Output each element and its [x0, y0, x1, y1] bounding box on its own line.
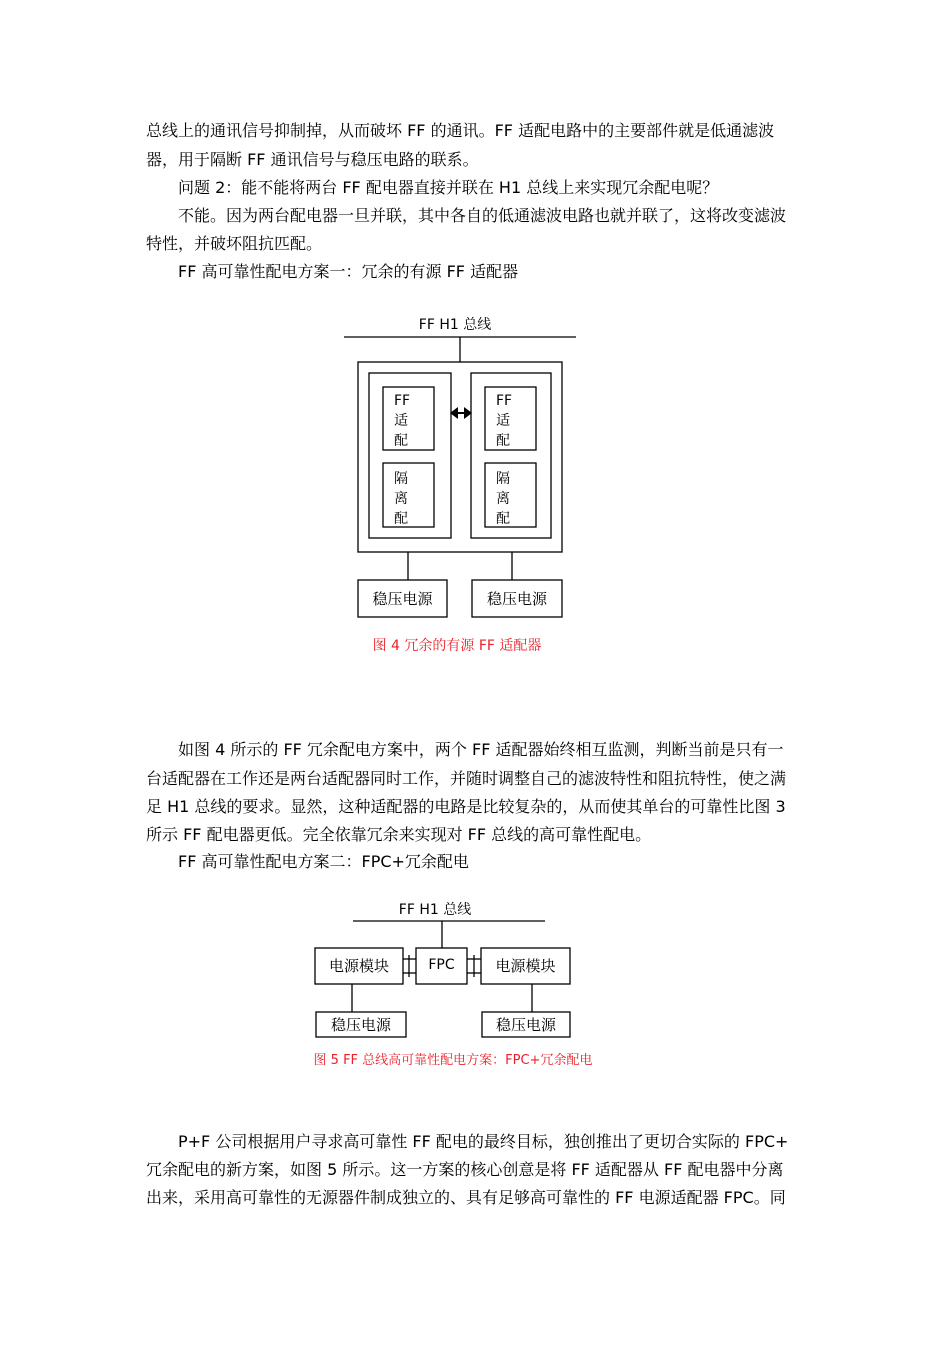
- power-module-label: 电源模块: [495, 957, 556, 975]
- paragraph-line: P+F 公司根据用户寻求高可靠性 FF 配电的最终目标，独创推出了更切合实际的 FPC+: [178, 1132, 789, 1151]
- isolator-label: 隔: [394, 471, 408, 487]
- double-arrow-icon: [450, 407, 472, 419]
- section-heading: FF 高可靠性配电方案一：冗余的有源 FF 适配器: [178, 262, 519, 281]
- paragraph-line: 总线上的通讯信号抑制掉，从而破坏 FF 的通讯。FF 适配电路中的主要部件就是低通滤波: [146, 121, 775, 140]
- isolator-label: 配: [496, 511, 510, 527]
- paragraph-line: 不能。因为两台配电器一旦并联，其中各自的低通滤波电路也就并联了，这将改变滤波: [178, 206, 787, 225]
- paragraph-line: 足 H1 总线的要求。显然，这种适配器的电路是比较复杂的，从而使其单台的可靠性比图 3: [146, 797, 786, 816]
- figure-4-diagram: [300, 305, 620, 665]
- figure4-caption: 图 4 冗余的有源 FF 适配器: [372, 638, 542, 654]
- adapter-label: 配: [394, 433, 408, 449]
- left-isolator-box: [383, 463, 434, 527]
- paragraph-line: 台适配器在工作还是两台适配器同时工作，并随时调整自己的滤波特性和阻抗特性，使之满: [146, 769, 787, 788]
- adapter-label: FF: [496, 393, 513, 409]
- section-heading: FF 高可靠性配电方案二：FPC+冗余配电: [178, 852, 469, 871]
- figure-5-diagram: [295, 895, 625, 1075]
- paragraph-line: 器，用于隔断 FF 通讯信号与稳压电路的联系。: [146, 150, 479, 169]
- power-supply-label: 稳压电源: [372, 590, 433, 608]
- adapter-label: 适: [496, 413, 510, 429]
- paragraph-line: 所示 FF 配电器更低。完全依靠冗余来实现对 FF 总线的高可靠性配电。: [146, 825, 652, 844]
- isolator-label: 隔: [496, 471, 510, 487]
- fpc-label: FPC: [428, 957, 455, 973]
- adapter-label: 适: [394, 413, 408, 429]
- adapter-label: FF: [394, 393, 411, 409]
- outer-enclosure: [358, 362, 562, 552]
- paragraph-line: 特性，并破坏阻抗匹配。: [146, 234, 323, 253]
- isolator-label: 离: [496, 491, 510, 507]
- paragraph-line: 如图 4 所示的 FF 冗余配电方案中，两个 FF 适配器始终相互监测，判断当前是只有一: [178, 740, 784, 759]
- figure5-caption: 图 5 FF 总线高可靠性配电方案：FPC+冗余配电: [313, 1053, 593, 1068]
- figure4-bus-label: FF H1 总线: [418, 317, 492, 333]
- paragraph-line: 冗余配电的新方案，如图 5 所示。这一方案的核心创意是将 FF 适配器从 FF 配电器中分离: [146, 1160, 784, 1179]
- power-module-label: 电源模块: [328, 957, 390, 975]
- power-supply-label: 稳压电源: [330, 1016, 392, 1034]
- paragraph-line: 问题 2：能不能将两台 FF 配电器直接并联在 H1 总线上来实现冗余配电呢？: [178, 178, 719, 197]
- right-isolator-box: [485, 463, 536, 527]
- paragraph-line: 出来，采用高可靠性的无源器件制成独立的、具有足够高可靠性的 FF 电源适配器 FPC。同: [146, 1188, 786, 1207]
- isolator-label: 离: [394, 491, 408, 507]
- adapter-label: 配: [496, 433, 510, 449]
- figure5-bus-label: FF H1 总线: [398, 902, 472, 918]
- power-supply-label: 稳压电源: [495, 1016, 557, 1034]
- isolator-label: 配: [394, 511, 408, 527]
- power-supply-label: 稳压电源: [486, 590, 548, 608]
